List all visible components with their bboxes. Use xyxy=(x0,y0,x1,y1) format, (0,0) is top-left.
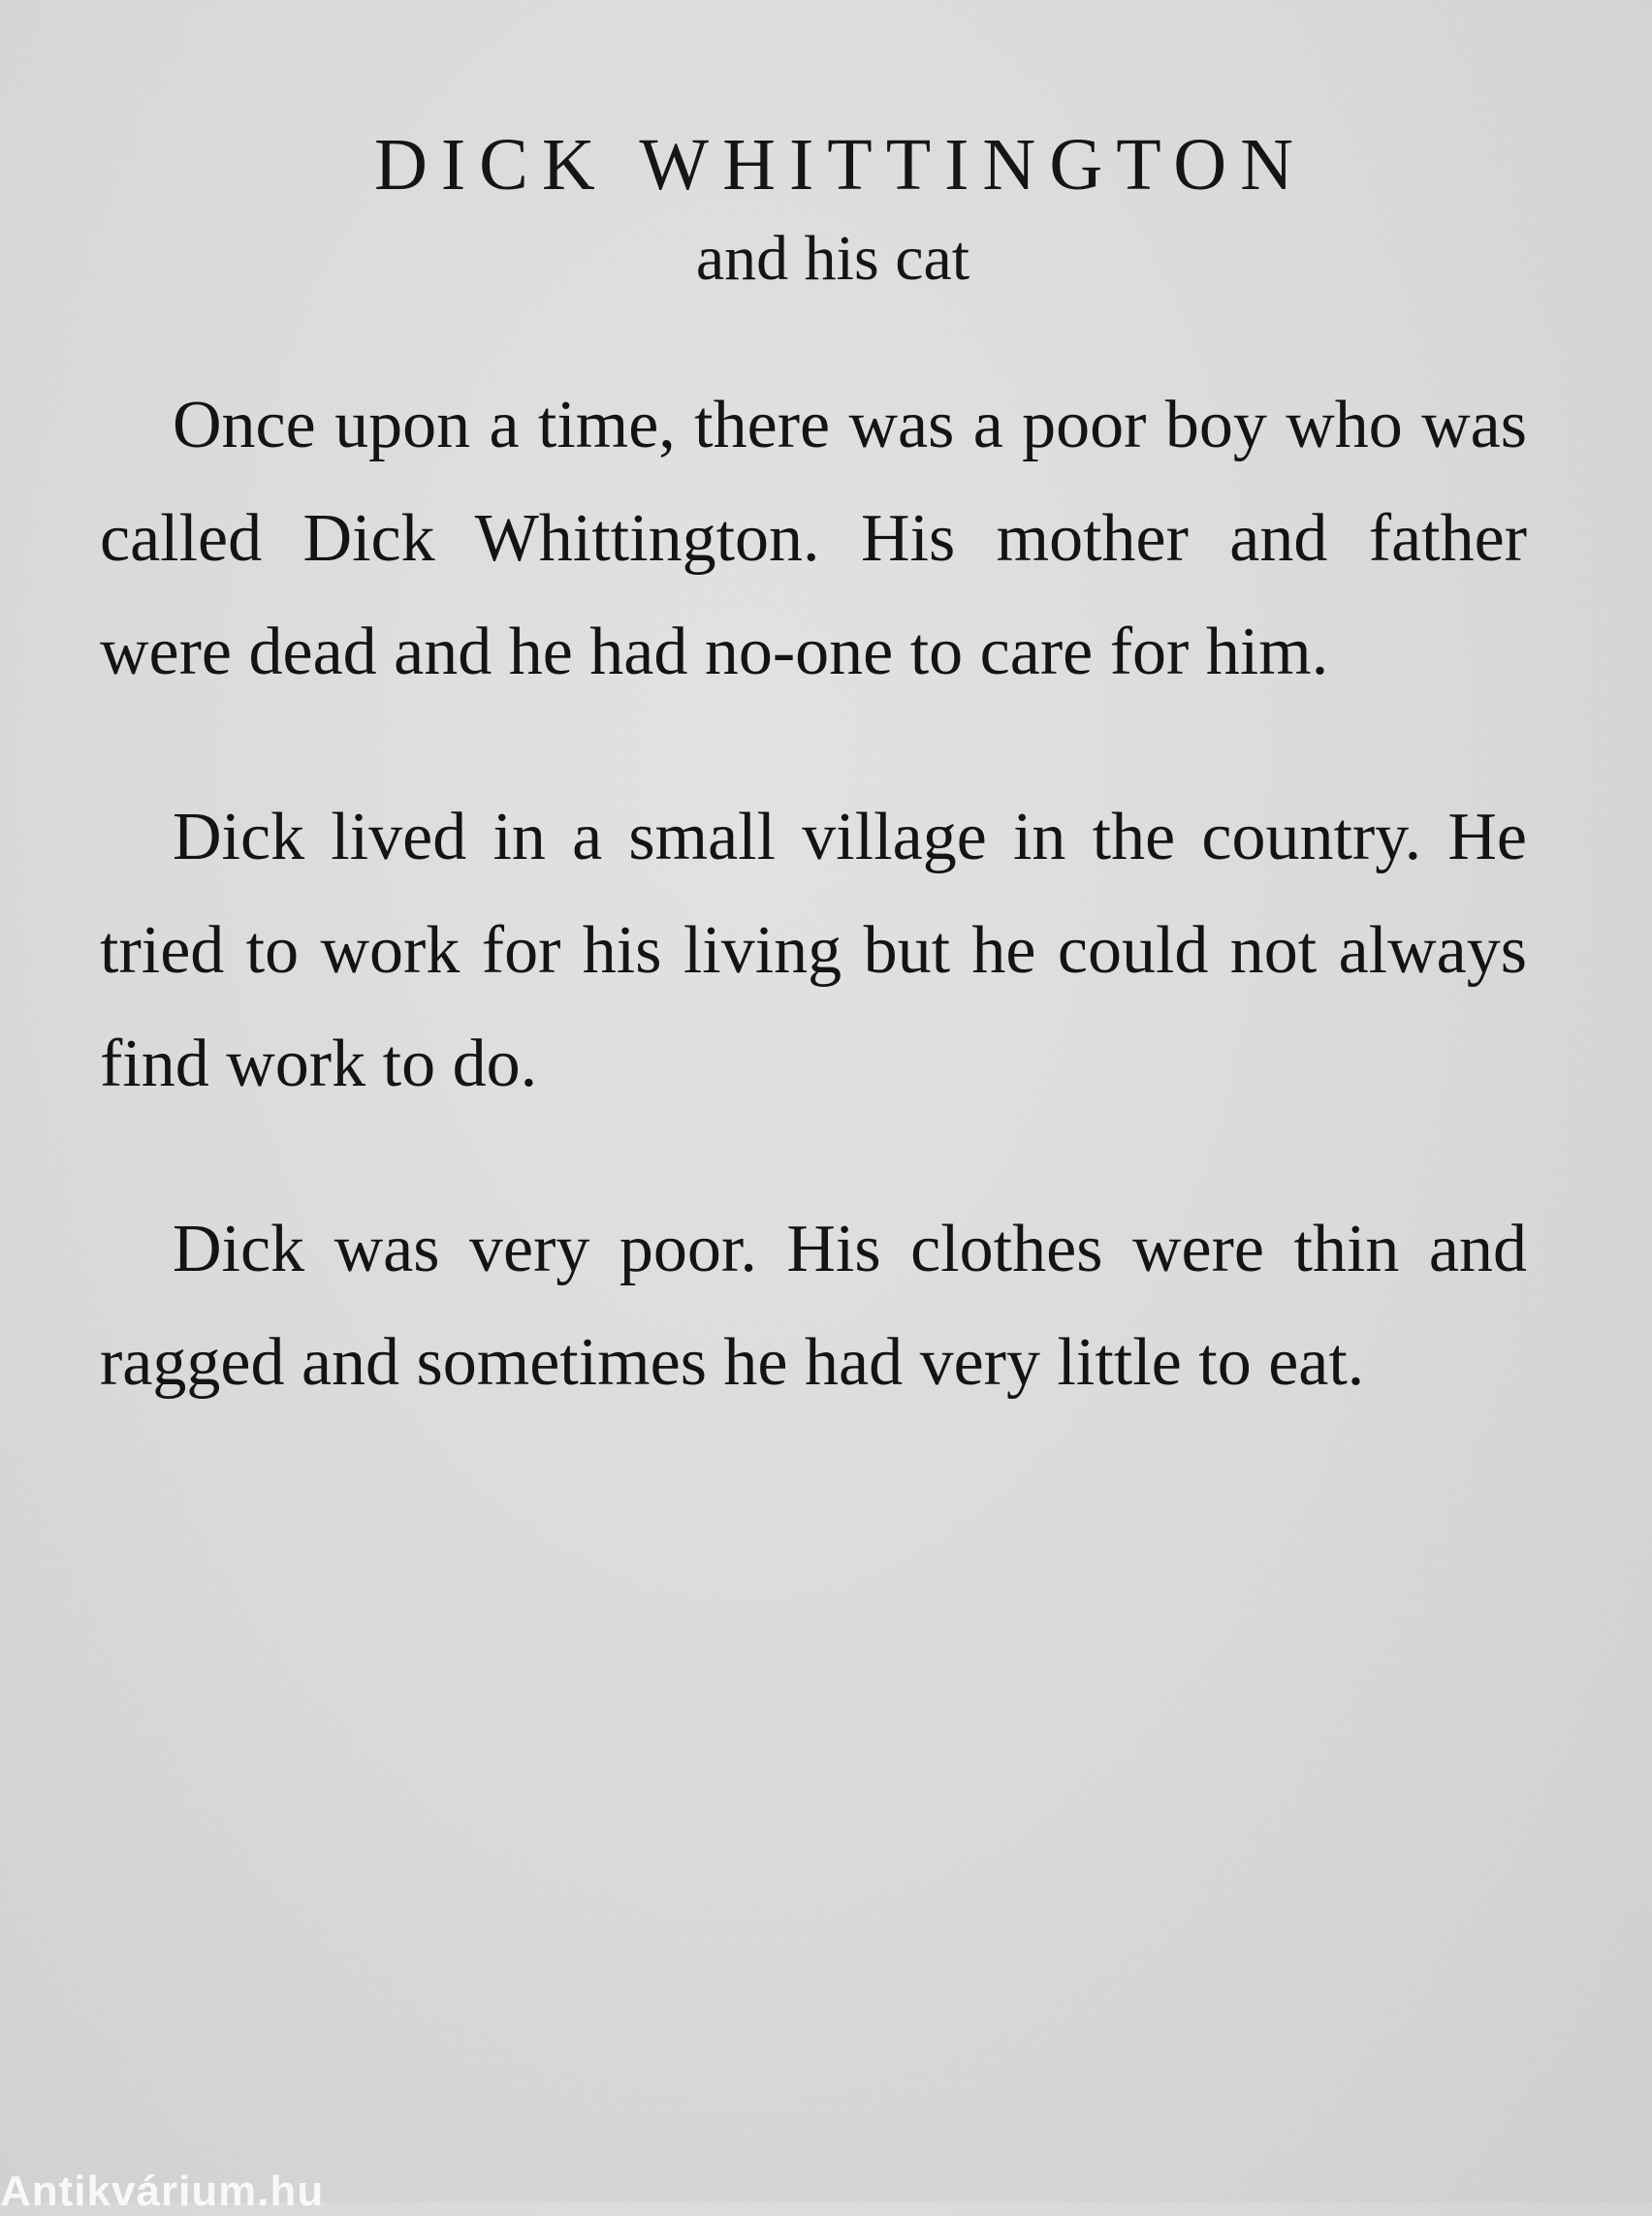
page-subtitle: and his cat xyxy=(695,223,970,294)
paragraph-1: Once upon a time, there was a poor boy who was called Dick Whittington. His mother and father were dead and he had no-one to care for him. xyxy=(100,388,1527,689)
story-text xyxy=(100,368,1527,1491)
page-title: DICK WHITTINGTON xyxy=(373,124,1308,206)
paragraph-3: Dick was very poor. His clothes were thin and ragged and sometimes he had very little to eat. xyxy=(100,1212,1527,1400)
paragraph-2: Dick lived in a small village in the country. He tried to work for his living but he could not always find work to do. xyxy=(100,800,1527,1101)
watermark: Antikvárium.hu xyxy=(0,2168,325,2215)
